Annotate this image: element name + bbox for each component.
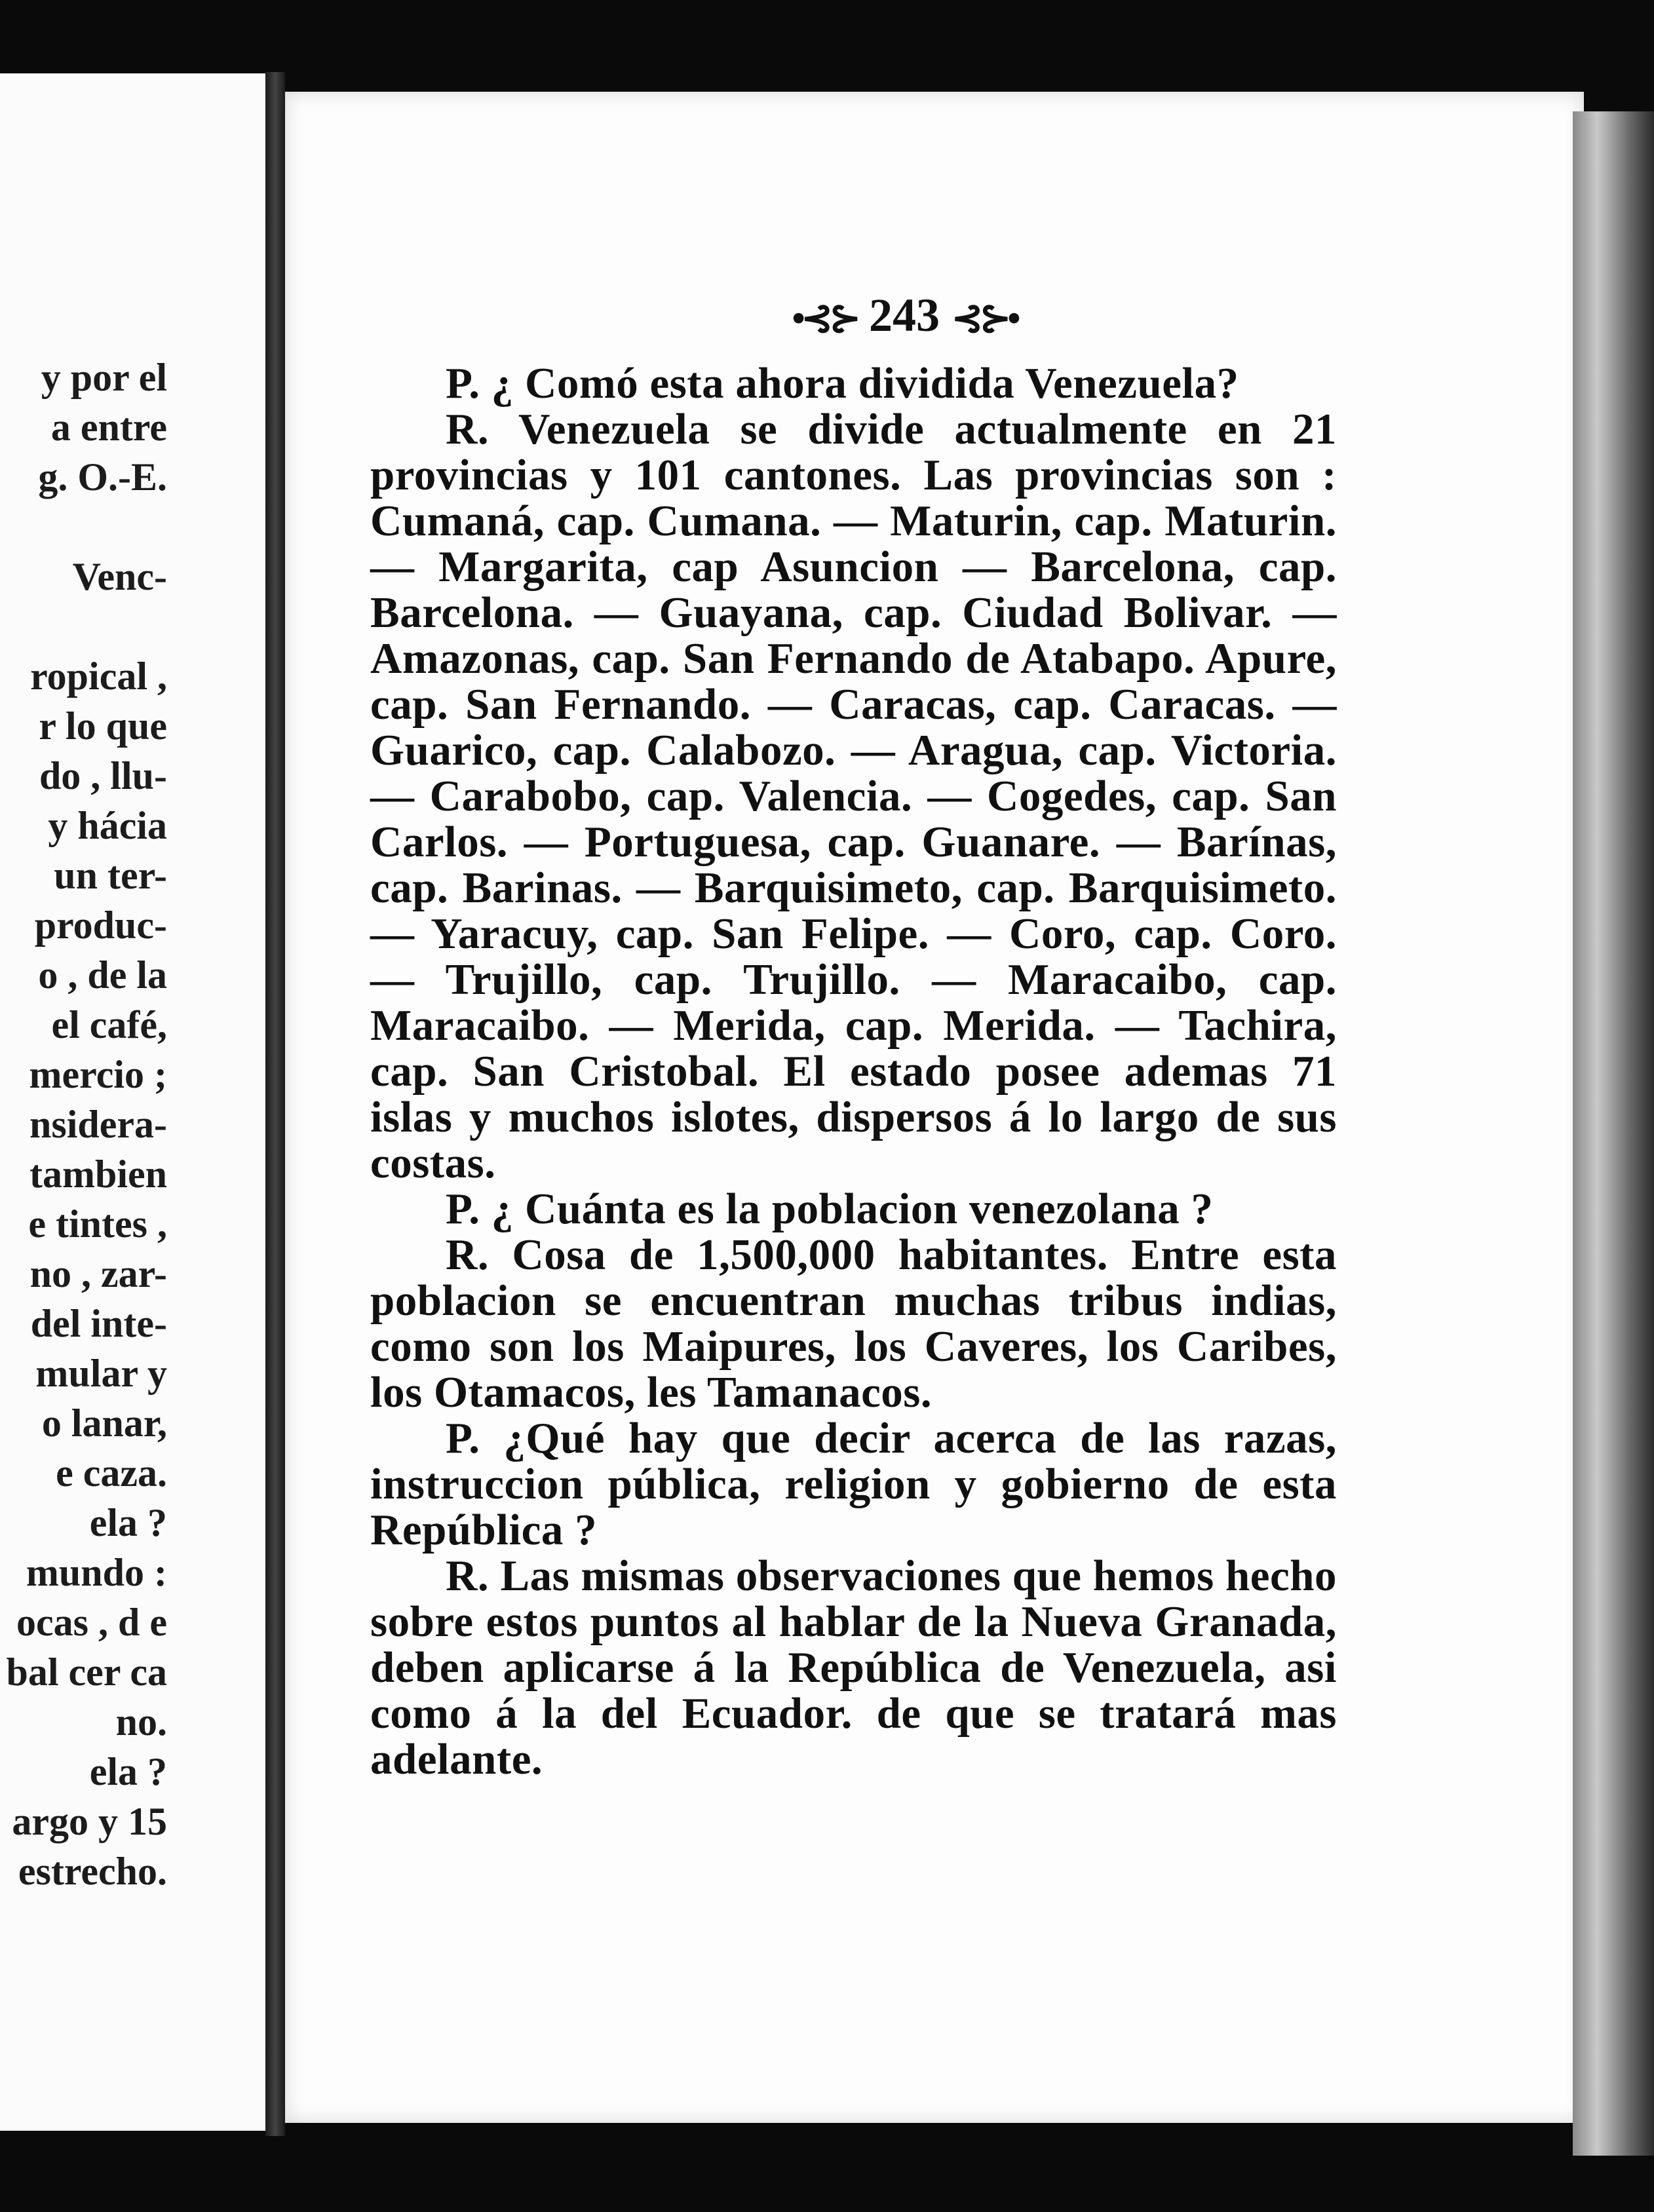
paragraph-answer-1: R. Venezuela se divide actualmente en 21 provincias y 101 cantones. Las provincias son : Cumaná, cap. Cumana. — Maturin, cap. Maturin. — Margarita, cap Asuncion — Barcelona, cap. Barcelona. — Guayana, cap. Ciudad Bolivar. — Amazonas, cap. San Fernando de Atabapo. Apure, cap. San Fernando. — Caracas, cap. Caracas. — Guarico, cap. Calabozo. — Aragua, cap. Victoria. — Carabobo, cap. Valencia. — Cogedes, cap. San Carlos. — Portuguesa, cap. Guanare. — Barínas, cap. Barinas. — Barquisimeto, cap. Barquisimeto. — Yaracuy, cap. San Felipe. — Coro, cap. Coro. — Trujillo, cap. Trujillo. — Maracaibo, cap. Maracaibo. — Merida, cap. Merida. — Tachira, cap. San Cristobal. El estado posee ademas 71 islas y muchos islotes, dispersos á lo largo de sus costas.: [370, 405, 1337, 1187]
left-page-line: bal cer ca: [6, 1650, 167, 1694]
left-page-line: r lo que: [39, 704, 167, 748]
left-page-line: mular y: [35, 1352, 167, 1395]
left-page-line: del inte-: [30, 1302, 167, 1345]
left-page-line: e tintes ,: [28, 1202, 167, 1246]
left-page-line: no , zar-: [29, 1252, 167, 1295]
left-page-line: o , de la: [38, 953, 167, 997]
left-page-line: argo y 15: [12, 1800, 167, 1843]
ornament-left-icon: •⊰⊱: [792, 297, 857, 339]
left-page-line: ocas , d e: [16, 1601, 167, 1644]
paragraph-question-2: P. ¿ Cuánta es la poblacion venezolana ?: [446, 1185, 1214, 1233]
ornament-right-icon: ⊰⊱•: [952, 297, 1017, 339]
left-page-line: y hácia: [48, 804, 167, 847]
left-page-line: g. O.-E.: [38, 455, 167, 499]
left-page-line: do , llu-: [39, 754, 167, 797]
left-page-line: estrecho.: [18, 1850, 167, 1893]
left-page-line: ela ?: [89, 1501, 167, 1544]
left-page-line: no.: [115, 1700, 167, 1744]
page-number: 243: [869, 289, 940, 341]
paragraph-question-3: P. ¿Qué hay que decir acerca de las razas, instruccion pública, religion y gobierno de esta República ?: [370, 1414, 1337, 1554]
left-page-line: nsidera-: [29, 1103, 167, 1146]
left-page-line: e caza.: [56, 1451, 167, 1495]
left-page: [0, 73, 269, 2131]
left-page-line: ela ?: [89, 1750, 167, 1793]
left-page-line: el café,: [51, 1003, 167, 1046]
left-page-line: produc-: [34, 904, 167, 947]
page-body: [370, 288, 1337, 1782]
left-page-line: o lanar,: [41, 1402, 167, 1445]
left-page-line: mundo :: [26, 1551, 167, 1594]
left-page-line: tambien: [29, 1153, 167, 1196]
book-gutter: [265, 72, 285, 2136]
left-page-line: un ter-: [54, 854, 167, 897]
left-page-line: mercio ;: [29, 1053, 167, 1096]
left-page-line: y por el: [41, 356, 167, 399]
left-page-line: a entre: [50, 406, 167, 449]
paragraph-question-1: P. ¿ Comó esta ahora dividida Venezuela?: [446, 359, 1239, 408]
left-page-line: ropical ,: [30, 655, 167, 698]
paragraph-answer-2: R. Cosa de 1,500,000 habitantes. Entre esta poblacion se encuentran muchas tribus indias, como son los Maipures, los Caveres, los Caribes, los Otamacos, les Tamanacos.: [370, 1230, 1337, 1417]
page-edge: [1573, 111, 1654, 2156]
paragraph-answer-3: R. Las mismas observaciones que hemos hecho sobre estos puntos al hablar de la Nueva Granada, deben aplicarse á la República de Venezuela, asi como á la del Ecuador. de que se tratará mas adelante.: [370, 1552, 1337, 1783]
left-page-line: Venc-: [72, 555, 167, 598]
